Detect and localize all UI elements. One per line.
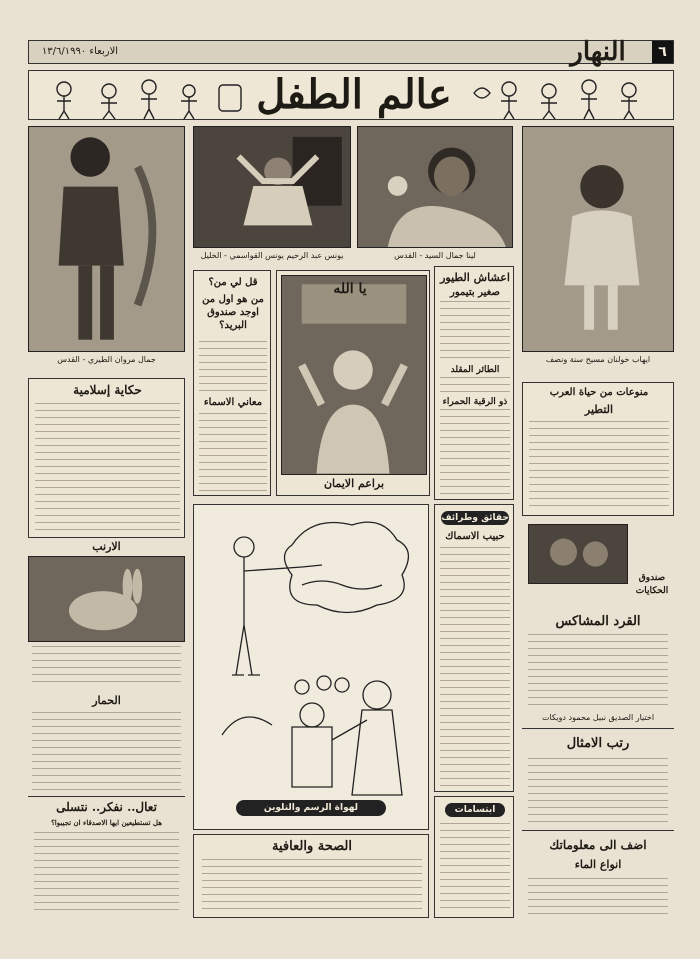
health-title: الصحة والعافية — [272, 839, 352, 854]
facts-article — [434, 504, 514, 792]
stories-author: اختيار الصديق نبيل محمود دويكات — [541, 713, 655, 722]
riddle-subtitle: هل تستطيعين ايها الاصدقاء ان تجيبوا؟ — [51, 818, 162, 827]
stories-title: القرد المشاكس — [555, 614, 641, 629]
prayer-caption: براعم الايمان — [323, 477, 385, 490]
monkey-photo — [528, 524, 628, 584]
arab-life-article — [522, 382, 674, 516]
stories-tag: صندوق الحكايات — [635, 573, 669, 596]
child-photo — [522, 126, 674, 352]
article-subtitle: ذو الرقبة الحمراء — [442, 397, 508, 407]
info-title: اضف الى معلوماتك — [549, 838, 647, 852]
arab-life-title: منوعات من حياة العرب — [549, 387, 649, 398]
rabbit-title: الارنب — [92, 540, 121, 553]
child-photo — [28, 126, 185, 352]
smiles-box — [434, 796, 514, 918]
info-subtitle: انواع الماء — [574, 858, 622, 871]
story-title: حكاية إسلامية — [73, 383, 142, 397]
health-article — [193, 834, 429, 918]
newspaper-logo: النهار — [570, 37, 626, 67]
photo-caption: ايهاب خولنان مسيح سنة ونصف — [545, 355, 651, 364]
banner-title: عالم الطفل — [256, 71, 452, 118]
facts-tag: حقائق وطرائف — [441, 513, 509, 523]
photo-caption: يونس عبد الرحيم يونس القواسمي - الخليل — [200, 251, 344, 260]
photo-caption: جمال مروان الطيري - القدس — [57, 355, 156, 364]
child-photo — [193, 126, 351, 248]
coloring-cartoon — [193, 504, 429, 830]
birds-article — [434, 266, 514, 500]
issue-date: الاربعاء ١٣/٦/١٩٩٠ — [41, 46, 119, 57]
islamic-story — [28, 378, 185, 538]
facts-title: حبيب الاسماك — [445, 531, 505, 542]
arab-life-subtitle: التطير — [584, 403, 614, 416]
rabbit-photo — [28, 556, 185, 642]
quiz-question: من هو اول من اوجد صندوق البريد؟ — [202, 294, 264, 331]
article-subtitle: صغير بتيمور — [450, 287, 500, 298]
page-number: ٦ — [652, 41, 673, 63]
quiz-box — [193, 270, 271, 496]
donkey-title: الحمار — [92, 694, 121, 707]
names-title: معاني الاسماء — [203, 397, 263, 408]
smiles-tag: ابتسامات — [445, 803, 505, 817]
article-title: اعشاش الطيور — [440, 271, 510, 284]
proverbs-title: رتب الامثال — [566, 736, 630, 751]
prayer-label: يا الله — [333, 281, 367, 297]
prayer-photo-frame — [276, 270, 430, 496]
section-banner — [28, 70, 674, 120]
article-subtitle: الطائر المقلد — [450, 365, 500, 375]
drawing-tag: لهواة الرسم والتلوين — [236, 800, 386, 816]
doctor-scene-icon — [193, 505, 428, 830]
child-photo — [357, 126, 513, 248]
prayer-photo — [281, 275, 427, 475]
photo-caption: لينا جمال السيد - القدس — [394, 251, 476, 260]
riddle-title: تعال.. نفكر.. نتسلى — [56, 800, 157, 814]
quiz-title: قل لي من؟ — [208, 277, 258, 288]
